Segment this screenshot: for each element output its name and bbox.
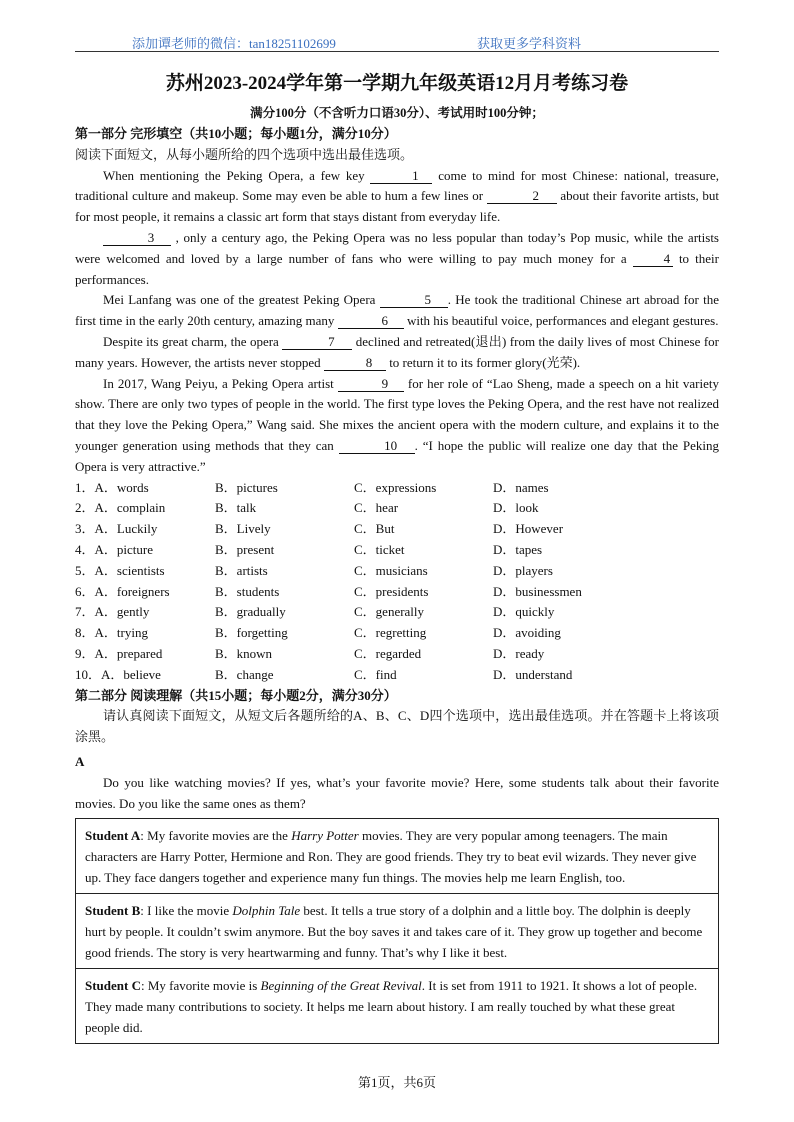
option-d: D．players [493, 562, 553, 578]
option-a: 5．A．scientists [75, 562, 165, 578]
option-a: 9．A．prepared [75, 645, 163, 661]
option-row [75, 582, 719, 603]
option-b: B．change [215, 666, 274, 682]
passage-paragraph: 3 , only a century ago, the Peking Opera was no less popular than today’s Pop music, while the artists were welcomed and loved by a large number of fans who were willing to pay much money for a 4 to their performances. [75, 229, 719, 287]
student-name: Student B [85, 903, 141, 919]
movie-title: Harry Potter [291, 828, 359, 844]
page-footer: 第1页，共6页 [357, 1075, 436, 1090]
option-d: D．However [493, 521, 564, 537]
option-a: 6．A．foreigners [75, 583, 170, 599]
blank-8: 8 [324, 355, 386, 371]
blank-7: 7 [282, 334, 352, 350]
option-c: C．musicians [354, 562, 428, 578]
blank-1: 1 [370, 168, 432, 184]
option-a: 1．A．words [75, 479, 149, 495]
movie-title: Beginning of the Great Revival [260, 978, 422, 994]
option-a: 10．A．believe [75, 666, 161, 682]
option-d: D．understand [493, 666, 573, 682]
option-c: C．ticket [354, 541, 405, 557]
option-d: D．tapes [493, 541, 543, 557]
student-quotes-box [75, 818, 719, 1044]
blank-3: 3 [103, 230, 171, 246]
option-d: D．look [493, 500, 539, 516]
part1-instruction: 阅读下面短文，从每小题所给的四个选项中选出最佳选项。 [75, 146, 414, 162]
option-b: B．pictures [215, 479, 278, 495]
option-b: B．students [215, 583, 280, 599]
blank-5: 5 [380, 292, 448, 308]
page-header [75, 33, 719, 52]
option-c: C．But [354, 521, 395, 537]
option-c: C．expressions [354, 479, 437, 495]
header-wechat-text: 添加谭老师的微信：tan18251102699 [132, 36, 336, 51]
section-label: A [75, 753, 85, 769]
option-a: 2．A．complain [75, 500, 166, 516]
option-row [75, 478, 719, 499]
blank-6: 6 [338, 313, 404, 329]
option-c: C．regarded [354, 645, 422, 661]
option-a: 3．A．Luckily [75, 521, 158, 537]
option-c: C．find [354, 666, 397, 682]
option-b: B．artists [215, 562, 268, 578]
option-c: C．presidents [354, 583, 429, 599]
option-d: D．avoiding [493, 625, 561, 641]
option-row [75, 623, 719, 644]
option-row [75, 644, 719, 665]
option-a: 8．A．trying [75, 625, 148, 641]
passage-paragraph: Mei Lanfang was one of the greatest Peking Opera 5 . He took the traditional Chinese art abroad for the first time in the early 20th century, amazing many 6 with his beautiful voice, performances and elegant gestures. [75, 292, 719, 329]
option-b: B．known [215, 645, 273, 661]
student-quote: Student C: My favorite movie is Beginning of the Great Revival. It is set from 1911 to 1921. It shows a lot of people. They made many contributions to society. It helps me learn about history. I am really touched by what these great people did. [76, 968, 718, 1043]
reading-intro: Do you like watching movies? If yes, what’s your favorite movie? Here, some students talk about their favorite movies. Do you like the same ones as them? [75, 774, 719, 811]
option-b: B．present [215, 541, 275, 557]
blank-9: 9 [338, 376, 404, 392]
student-name: Student A [85, 828, 141, 844]
exam-content [75, 124, 719, 1044]
blank-10: 10 [339, 438, 415, 454]
option-b: B．talk [215, 500, 257, 516]
exam-title: 苏州2023-2024学年第一学期九年级英语12月月考练习卷 [165, 73, 629, 94]
option-c: C．hear [354, 500, 399, 516]
part1-heading: 第一部分 完形填空（共10小题；每小题1分，满分10分） [75, 126, 397, 141]
blank-4: 4 [633, 251, 673, 267]
option-row [75, 665, 719, 686]
option-a: 4．A．picture [75, 541, 153, 557]
passage-paragraph: When mentioning the Peking Opera, a few key 1 come to mind for most Chinese: national, treasure, traditional culture and makeup. Some may even be able to hum a few lines or 2 about their favorite artists, but for most people, it remains a classic art form that stays distant from everyday life. [75, 167, 719, 225]
student-quote: Student B: I like the movie Dolphin Tale best. It tells a true story of a dolphin and a little boy. The dolphin is deeply hurt by people. It couldn’t swim anymore. But the boy saves it and takes care of it. They grow up together and become good friends. The story is very heartwarming and funny. That’s why I like it best. [76, 893, 718, 968]
part2-instruction: 请认真阅读下面短文，从短文后各题所给的A、B、C、D四个选项中，选出最佳选项。并在答题卡上将该项涂黑。 [75, 708, 719, 745]
part2-heading: 第二部分 阅读理解（共15小题；每小题2分，满分30分） [75, 687, 397, 703]
option-d: D．names [493, 479, 549, 495]
option-row [75, 540, 719, 561]
blank-2: 2 [487, 188, 557, 204]
option-row [75, 498, 719, 519]
option-a: 7．A．gently [75, 604, 150, 620]
option-row [75, 519, 719, 540]
passage-paragraph: Despite its great charm, the opera 7 declined and retreated(退出) from the daily lives of most Chinese for many years. However, the artists never stopped 8 to return it to its former glory(光荣). [75, 333, 719, 370]
option-b: B．forgetting [215, 625, 288, 641]
student-name: Student C [85, 978, 141, 994]
option-row [75, 561, 719, 582]
header-more-resources-text: 获取更多学科资料 [477, 36, 582, 51]
option-c: C．regretting [354, 625, 427, 641]
option-b: B．Lively [215, 521, 271, 537]
option-c: C．generally [354, 604, 425, 620]
cloze-options [75, 478, 719, 686]
student-quote: Student A: My favorite movies are the Harry Potter movies. They are very popular among teenagers. The main characters are Harry Potter, Hermione and Ron. They are good friends. They try to beat evil wizards. They never give up. They face dangers together and experience many fun things. The movies help me learn English, too. [85, 828, 697, 886]
option-d: D．businessmen [493, 583, 582, 599]
movie-title: Dolphin Tale [232, 903, 301, 919]
passage-paragraph: In 2017, Wang Peiyu, a Peking Opera artist 9 for her role of “Lao Sheng, made a speech on a hit variety show. There are only two types of people in the world. The first type loves the Peking Opera, and the rest have not realized that they love the Peking Opera,” Wang said. She mixes the ancient opera with the modern culture, and explains it to the younger generation using methods that they can 10 . “I hope the public will realize one day that the Peking Opera is very attractive.” [75, 375, 720, 474]
option-d: D．ready [493, 645, 545, 661]
option-b: B．gradually [215, 604, 286, 620]
option-row [75, 602, 719, 623]
exam-subtitle: 满分100分（不含听力口语30分）、考试用时100分钟； [250, 106, 544, 120]
option-d: D．quickly [493, 604, 555, 620]
